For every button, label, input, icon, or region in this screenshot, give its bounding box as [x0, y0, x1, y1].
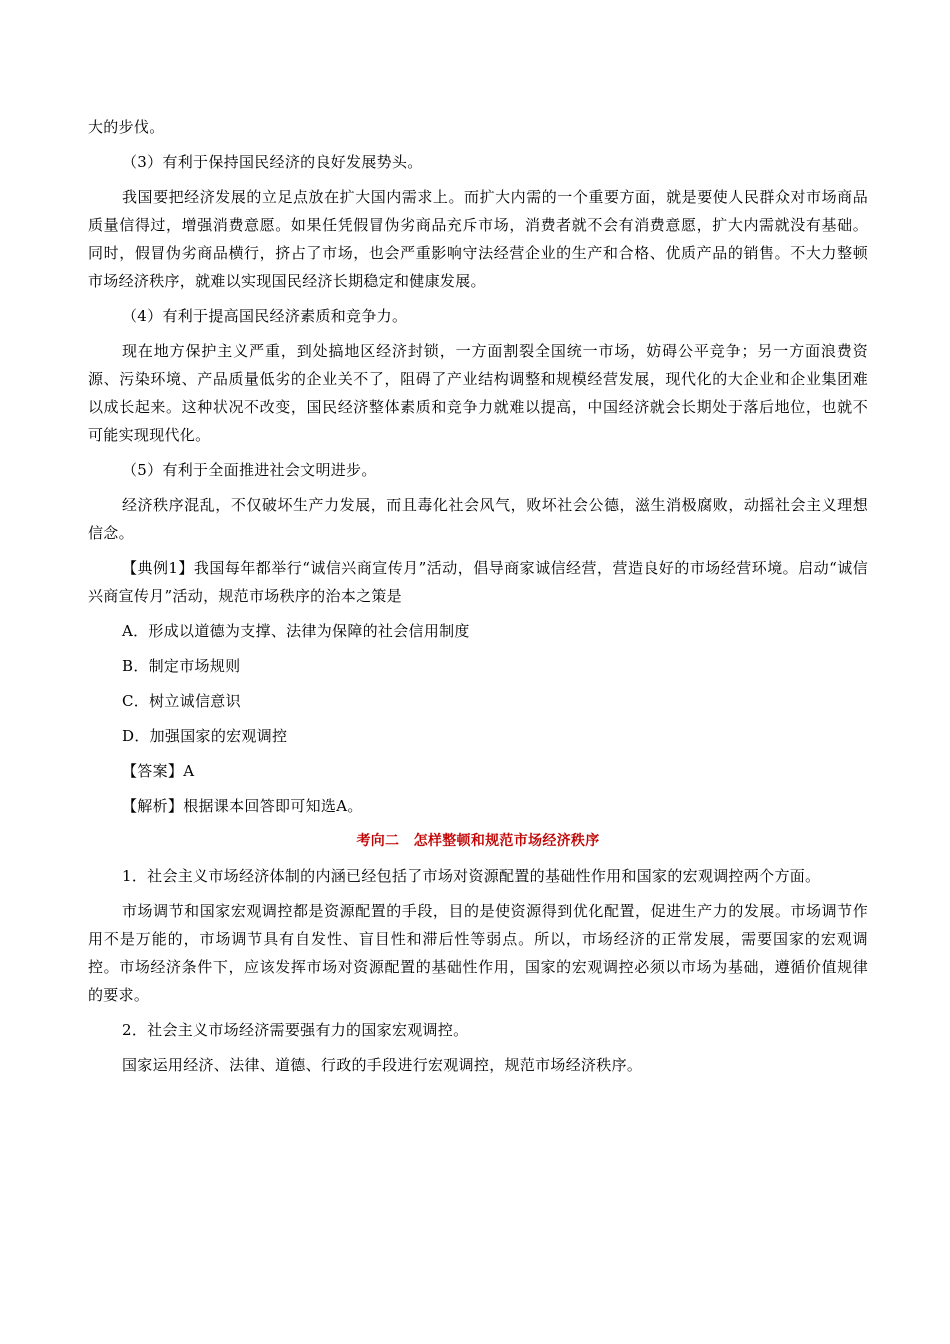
section-point-2: 2．社会主义市场经济需要强有力的国家宏观调控。 [122, 1021, 469, 1039]
example-question-text: 我国每年都举行“诚信兴商宣传月”活动，倡导商家诚信经营，营造良好的市场经营环境。启动“诚信兴商宣传月”活动，规范市场秩序的治本之策是 [88, 559, 868, 605]
section-heading: 考向二 怎样整顿和规范市场经济秩序 [356, 833, 600, 849]
point-3: （3）有利于保持国民经济的良好发展势头。 [122, 153, 423, 171]
option-c: C．树立诚信意识 [122, 692, 241, 710]
example-question [88, 554, 868, 610]
answer-tag: 【答案】 [122, 762, 184, 780]
point-5: （5）有利于全面推进社会文明进步。 [122, 461, 377, 479]
document-page [88, 113, 868, 1086]
point-4: （4）有利于提高国民经济素质和竞争力。 [122, 307, 408, 325]
option-d: D．加强国家的宏观调控 [122, 727, 288, 745]
analysis-tag: 【解析】 [122, 797, 184, 815]
answer-value: A [183, 762, 195, 780]
analysis-line [88, 792, 868, 820]
example-tag: 【典例1】 [122, 559, 194, 577]
section-point-1: 1．社会主义市场经济体制的内涵已经包括了市场对资源配置的基础性作用和国家的宏观调控两个方面。 [122, 867, 821, 885]
option-b: B．制定市场规则 [122, 657, 241, 675]
paragraph-domestic-demand: 我国要把经济发展的立足点放在扩大国内需求上。而扩大内需的一个重要方面，就是要使人民群众对市场商品质量信得过，增强消费意愿。如果任凭假冒伪劣商品充斥市场，消费者就不会有消费意愿，扩大内需就没有基础。同时，假冒伪劣商品横行，挤占了市场，也会严重影响守法经营企业的生产和合格、优质产品的销售。不大力整顿市场经济秩序，就难以实现国民经济长期稳定和健康发展。 [88, 188, 868, 290]
paragraph-market-regulation: 市场调节和国家宏观调控都是资源配置的手段，目的是使资源得到优化配置，促进生产力的发展。市场调节作用不是万能的，市场调节具有自发性、盲目性和滞后性等弱点。所以，市场经济的正常发展，需要国家的宏观调控。市场经济条件下，应该发挥市场对资源配置的基础性作用，国家的宏观调控必须以市场为基础，遵循价值规律的要求。 [88, 902, 868, 1004]
analysis-text: 根据课本回答即可知选A。 [183, 797, 363, 815]
paragraph-economic-disorder: 经济秩序混乱，不仅破坏生产力发展，而且毒化社会风气，败坏社会公德，滋生消极腐败，动摇社会主义理想信念。 [88, 496, 868, 542]
paragraph-local-protectionism: 现在地方保护主义严重，到处搞地区经济封锁，一方面割裂全国统一市场，妨碍公平竞争；另一方面浪费资源、污染环境、产品质量低劣的企业关不了，阻碍了产业结构调整和规模经营发展，现代化的大企业和企业集团难以成长起来。这种状况不改变，国民经济整体素质和竞争力就难以提高，中国经济就会长期处于落后地位，也就不可能实现现代化。 [88, 342, 868, 444]
option-a: A．形成以道德为支撑、法律为保障的社会信用制度 [122, 622, 470, 640]
paragraph-macro-control-means: 国家运用经济、法律、道德、行政的手段进行宏观调控，规范市场经济秩序。 [122, 1056, 643, 1074]
paragraph-continuation: 大的步伐。 [88, 118, 165, 136]
answer-line [88, 757, 868, 785]
